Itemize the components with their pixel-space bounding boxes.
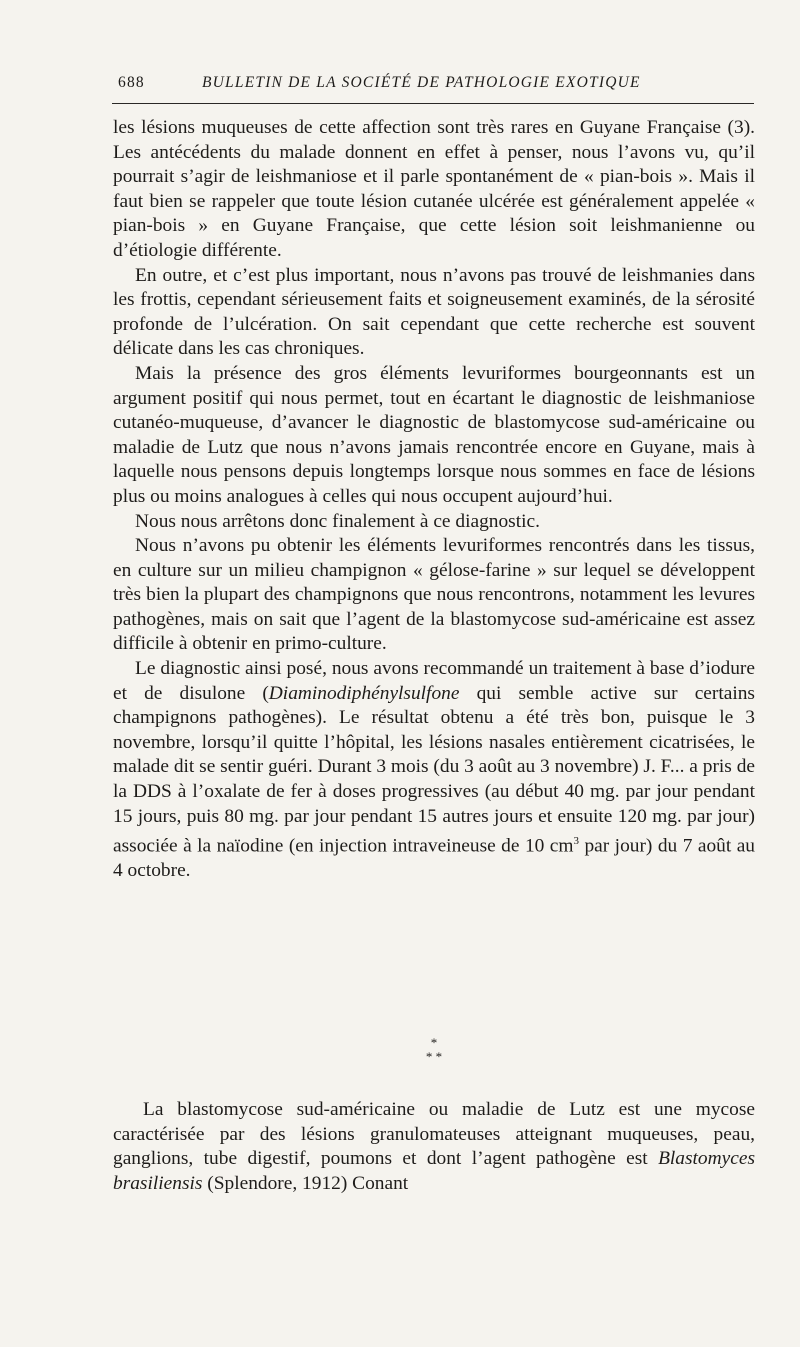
separator-stars-bottom: * * xyxy=(425,1049,443,1064)
section-separator xyxy=(0,1036,800,1064)
paragraph: En outre, et c’est plus important, nous n’avons pas trouvé de leishmanies dans les frottis, cependant sérieusement faits et soigneusement examinés, de la sérosité profonde de l’ulcération. On sait cependant que cette recherche est souvent délicate dans les cas chroniques. xyxy=(113,264,755,360)
text-run: La blastomycose sud-américaine ou maladie de Lutz est une mycose caractérisée par des lésions granulomateuses atteignant muqueuses, peau, ganglions, tube digestif, poumons et dont l’agent pathogène est xyxy=(113,1099,755,1170)
paragraph: les lésions muqueuses de cette affection sont très rares en Guyane Française (3). Les antécédents du malade donnent en effet à penser, nous l’avons vu, qu’il pourrait s’agir de leishmaniose et il parle spontanément de « pian-bois ». Mais il faut bien se rappeler que toute lésion cutanée ulcérée est généralement appelée « pian-bois » en Guyane Française, que cette lésion soit leishmanienne ou d’étiologie différente. xyxy=(113,117,755,261)
separator-star-top: * xyxy=(430,1035,438,1050)
paragraph: Nous n’avons pu obtenir les éléments levuriformes rencontrés dans les tissus, en culture sur un milieu champignon « gélose-farine » sur lequel se développent très bien la plupart des champignons que nous rencontrons, notamment les levures pathogènes, mais on sait que l’agent de la blastomycose sud-américaine est assez difficile à obtenir en primo-culture. xyxy=(113,535,755,655)
paragraph-treatment xyxy=(113,657,755,884)
journal-title: BULLETIN DE LA SOCIÉTÉ DE PATHOLOGIE EXOTIQUE xyxy=(202,74,641,91)
superscript: 3 xyxy=(573,835,579,848)
paragraph: Nous nous arrêtons donc finalement à ce diagnostic. xyxy=(135,510,540,532)
paragraph: Mais la présence des gros éléments levuriformes bourgeonnants est un argument positif qui nous permet, tout en écartant le diagnostic de leishmaniose cutanéo-muqueuse, d’avancer le diagnostic de blastomycose sud-américaine ou maladie de Lutz que nous n’avons jamais rencontrée encore en Guyane, mais à laquelle nous pensons depuis longtemps lorsque nous sommes en face de lésions plus ou moins analogues à celles qui nous occupent aujourd’hui. xyxy=(113,362,755,507)
main-text xyxy=(113,116,755,884)
paragraph xyxy=(113,1098,755,1196)
page-number: 688 xyxy=(118,74,145,91)
text-run: par jour) du 7 août au 4 octobre. xyxy=(113,835,755,882)
italic-term: Blastomyces brasiliensis xyxy=(113,1148,755,1194)
text-run: qui semble active sur certains champignons pathogènes). Le résultat obtenu a été très bon, puisque le 3 novembre, lorsqu’il quitte l’hôpital, les lésions nasales entièrement cicatrisées, le malade dit se sentir guéri. Durant 3 mois (du 3 août au 3 novembre) J. F... a pris de la DDS à l’oxalate de fer à doses progressives (au début 40 mg. par jour pendant 15 jours, puis 80 mg. par jour pendant 15 autres jours et ensuite 120 mg. par jour) associée à la naïodine (en injection intraveineuse de 10 cm xyxy=(113,682,755,857)
section-text xyxy=(113,1098,755,1196)
text-run: Le diagnostic ainsi posé, nous avons recommandé un traitement à base d’iodure et de disulone ( xyxy=(113,658,755,704)
italic-term: Diaminodiphénylsulfone xyxy=(268,682,460,704)
header-rule xyxy=(112,103,754,104)
text-run: (Splendore, 1912) Conant xyxy=(202,1172,409,1194)
